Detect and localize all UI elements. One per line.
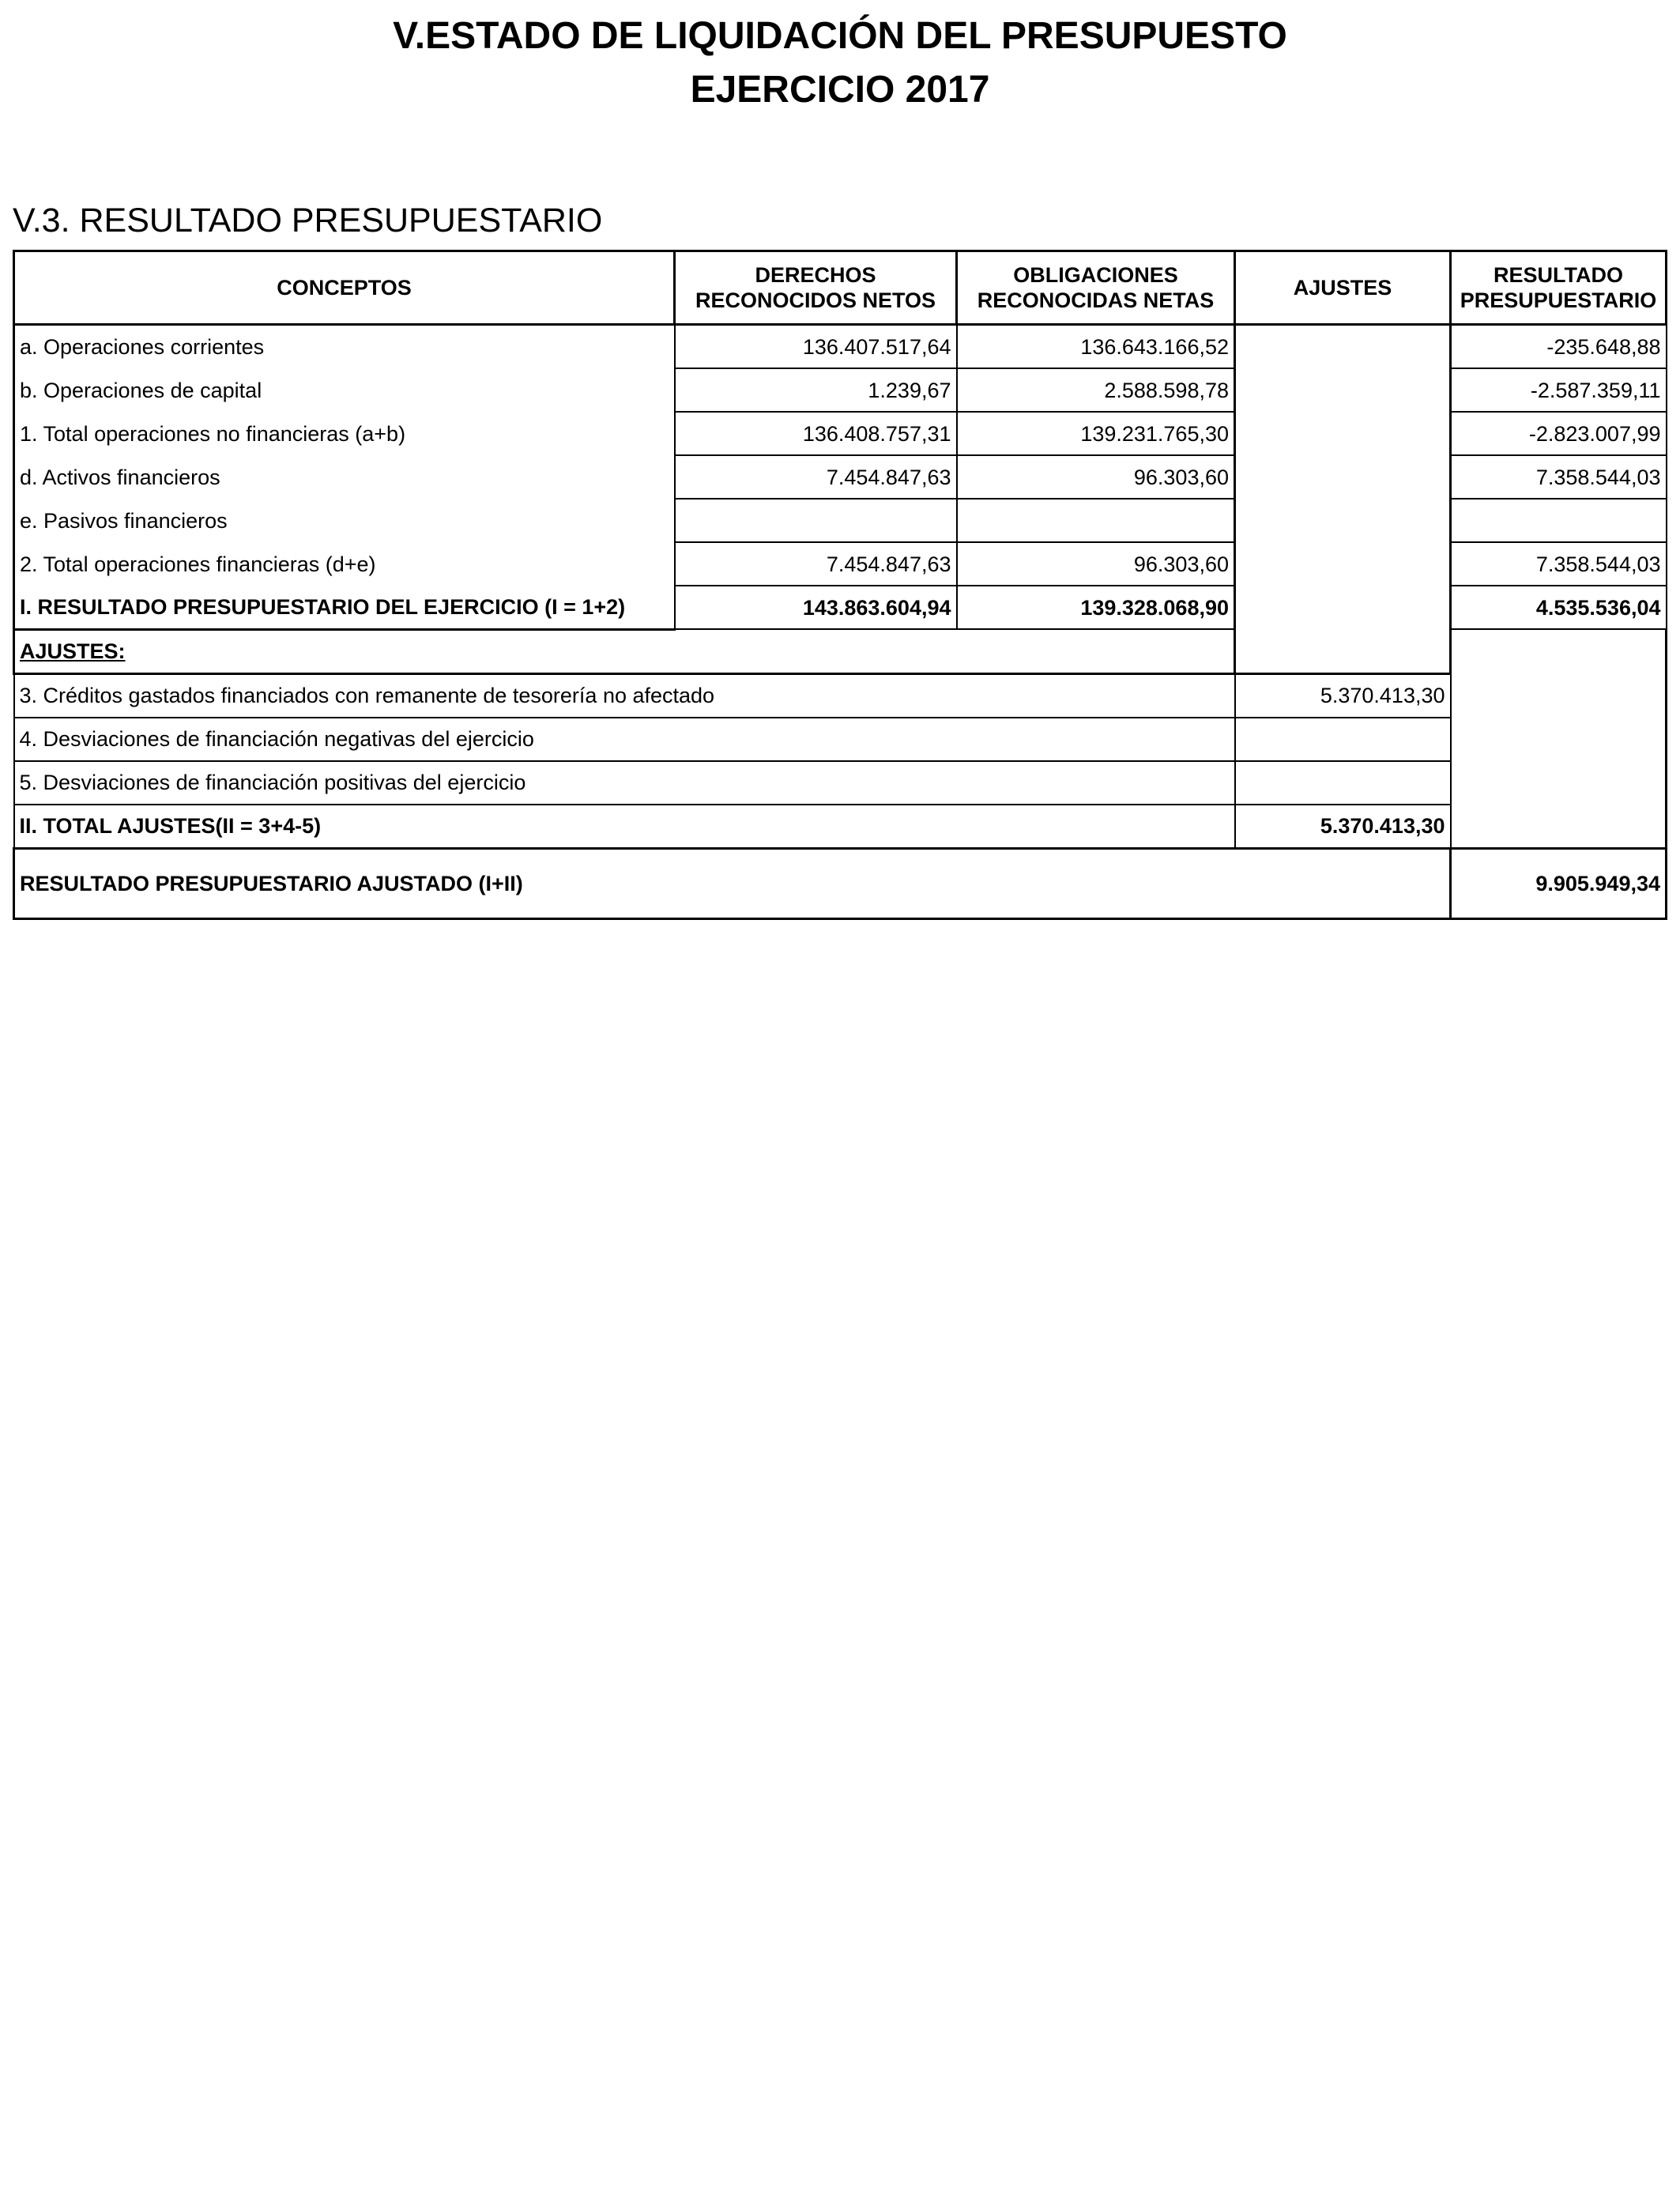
table-row-total-resultado [14, 586, 1667, 629]
resultado-empty-block [1451, 629, 1667, 848]
table-row [14, 325, 1667, 369]
ajustes-concepto: II. TOTAL AJUSTES(II = 3+4-5) [14, 805, 1235, 849]
row-obligaciones: 2.588.598,78 [957, 368, 1235, 412]
col-header-resultado: RESULTADO PRESUPUESTARIO [1451, 251, 1667, 325]
row-concepto: 2. Total operaciones financieras (d+e) [14, 542, 675, 586]
row-obligaciones: 136.643.166,52 [957, 325, 1235, 369]
row-concepto: b. Operaciones de capital [14, 368, 675, 412]
row-derechos: 143.863.604,94 [675, 586, 957, 629]
ajustes-empty-cell [1235, 325, 1451, 369]
col-header-derechos: DERECHOS RECONOCIDOS NETOS [675, 251, 957, 325]
row-obligaciones: 96.303,60 [957, 542, 1235, 586]
row-obligaciones: 96.303,60 [957, 455, 1235, 499]
ajustes-empty-cell [1235, 542, 1451, 586]
table-row [14, 499, 1667, 542]
table-row [14, 412, 1667, 455]
row-derechos: 7.454.847,63 [675, 455, 957, 499]
row-resultado: 7.358.544,03 [1451, 455, 1667, 499]
row-derechos: 7.454.847,63 [675, 542, 957, 586]
ajustes-empty-cell [1235, 586, 1451, 629]
ajustes-value: 5.370.413,30 [1235, 805, 1451, 849]
row-concepto: 1. Total operaciones no financieras (a+b) [14, 412, 675, 455]
row-resultado: 7.358.544,03 [1451, 542, 1667, 586]
col-header-ajustes: AJUSTES [1235, 251, 1451, 325]
table-row [14, 368, 1667, 412]
row-concepto: a. Operaciones corrientes [14, 325, 675, 369]
row-derechos: 136.407.517,64 [675, 325, 957, 369]
ajustes-empty-cell [1235, 412, 1451, 455]
row-obligaciones: 139.328.068,90 [957, 586, 1235, 629]
row-resultado: -2.823.007,99 [1451, 412, 1667, 455]
ajustes-heading-row [14, 629, 1667, 673]
table-row [14, 542, 1667, 586]
col-header-conceptos: CONCEPTOS [14, 251, 675, 325]
ajustes-value [1235, 761, 1451, 805]
ajustes-row [14, 673, 1667, 718]
final-result-row [14, 848, 1667, 918]
table-row [14, 455, 1667, 499]
row-obligaciones [957, 499, 1235, 542]
ajustes-value [1235, 718, 1451, 761]
row-derechos: 1.239,67 [675, 368, 957, 412]
row-resultado: -235.648,88 [1451, 325, 1667, 369]
row-resultado: -2.587.359,11 [1451, 368, 1667, 412]
ajustes-row [14, 718, 1667, 761]
ajustes-concepto: 5. Desviaciones de financiación positivas del ejercicio [14, 761, 1235, 805]
final-concepto: RESULTADO PRESUPUESTARIO AJUSTADO (I+II) [14, 848, 1451, 918]
ajustes-empty-cell [1235, 368, 1451, 412]
ajustes-empty-cell [1235, 629, 1451, 673]
col-header-obligaciones: OBLIGACIONES RECONOCIDAS NETAS [957, 251, 1235, 325]
row-obligaciones: 139.231.765,30 [957, 412, 1235, 455]
document-subtitle-year: EJERCICIO 2017 [690, 69, 990, 111]
ajustes-empty-cell [1235, 499, 1451, 542]
ajustes-empty-cell [1235, 455, 1451, 499]
row-concepto: I. RESULTADO PRESUPUESTARIO DEL EJERCICIO (I = 1+2) [14, 586, 675, 629]
row-concepto: d. Activos financieros [14, 455, 675, 499]
row-resultado [1451, 499, 1667, 542]
ajustes-concepto: 3. Créditos gastados financiados con remanente de tesorería no afectado [14, 673, 1235, 718]
ajustes-total-row [14, 805, 1667, 849]
row-derechos: 136.408.757,31 [675, 412, 957, 455]
section-heading: V.3. RESULTADO PRESUPUESTARIO [13, 202, 603, 239]
ajustes-value: 5.370.413,30 [1235, 673, 1451, 718]
row-derechos [675, 499, 957, 542]
document-title: V.ESTADO DE LIQUIDACIÓN DEL PRESUPUESTO [393, 15, 1287, 57]
table-header-row [14, 251, 1667, 325]
ajustes-heading: AJUSTES: [14, 629, 1235, 673]
final-resultado: 9.905.949,34 [1451, 848, 1667, 918]
row-resultado: 4.535.536,04 [1451, 586, 1667, 629]
budget-result-table [13, 250, 1667, 920]
ajustes-concepto: 4. Desviaciones de financiación negativas del ejercicio [14, 718, 1235, 761]
row-concepto: e. Pasivos financieros [14, 499, 675, 542]
ajustes-row [14, 761, 1667, 805]
